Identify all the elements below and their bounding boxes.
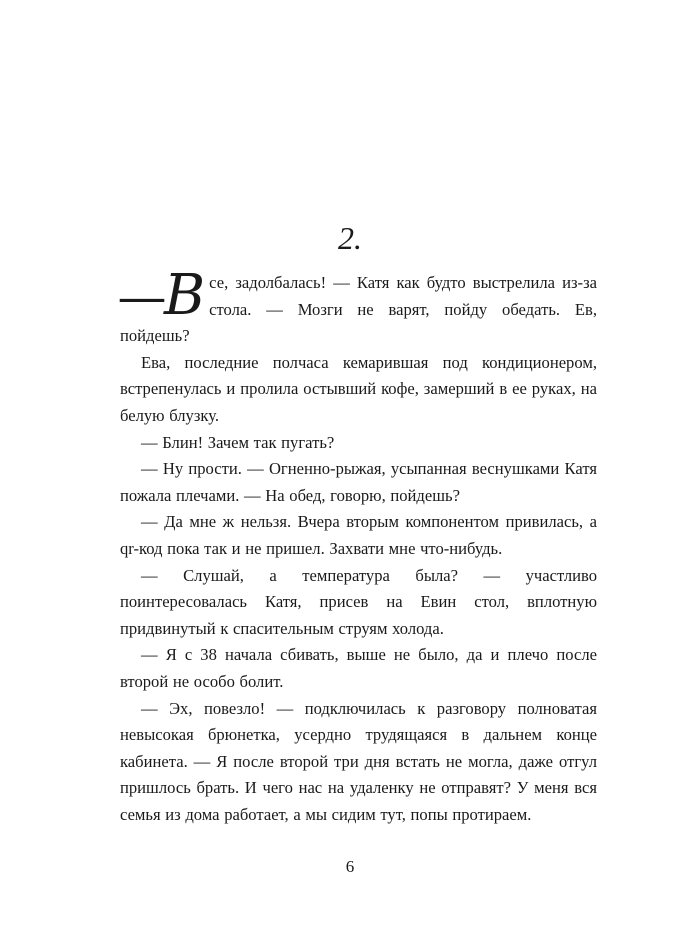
chapter-number: 2. (338, 220, 362, 256)
paragraph-5: — Да мне ж нельзя. Вчера вторым компонентом привилась, а qr-код пока так и не пришел. Захвати мне что-нибудь. (120, 512, 597, 558)
dropcap-lead (120, 263, 206, 328)
page-number: 6 (345, 857, 355, 876)
lead-dash: — (120, 272, 164, 321)
paragraph-1-text: се, задолбалась! — Катя как будто выстрелила из-за стола. — Мозги не варят, пойду обедать. Ев, пойдешь? (120, 273, 597, 346)
body-text (120, 263, 597, 828)
paragraph-7: — Я с 38 начала сбивать, выше не было, да и плечо после второй не особо болит. (120, 645, 597, 691)
dropcap-letter: В (164, 263, 206, 328)
paragraph-2: Ева, последние полчаса кемарившая под кондиционером, встрепенулась и пролила остывший кофе, замерший в ее руках, на белую блузку. (120, 352, 597, 425)
paragraph-8: — Эх, повезло! — подключилась к разговору полноватая невысокая брюнетка, усердно трудящаяся в дальнем конце кабинета. — Я после второй три дня встать не могла, даже отгул пришлось брать. И чего нас на удаленку не отправят? У меня вся семья из дома работает, а мы сидим тут, попы протираем. (120, 698, 597, 824)
paragraph-3: — Блин! Зачем так пугать? (141, 432, 335, 452)
paragraph-1 (120, 263, 597, 350)
paragraph-6: — Слушай, а температура была? — участливо поинтересовалась Катя, присев на Евин стол, вплотную придвинутый к спасительным струям холода. (120, 565, 597, 638)
paragraph-4: — Ну прости. — Огненно-рыжая, усыпанная веснушками Катя пожала плечами. — На обед, говорю, пойдешь? (120, 459, 597, 505)
